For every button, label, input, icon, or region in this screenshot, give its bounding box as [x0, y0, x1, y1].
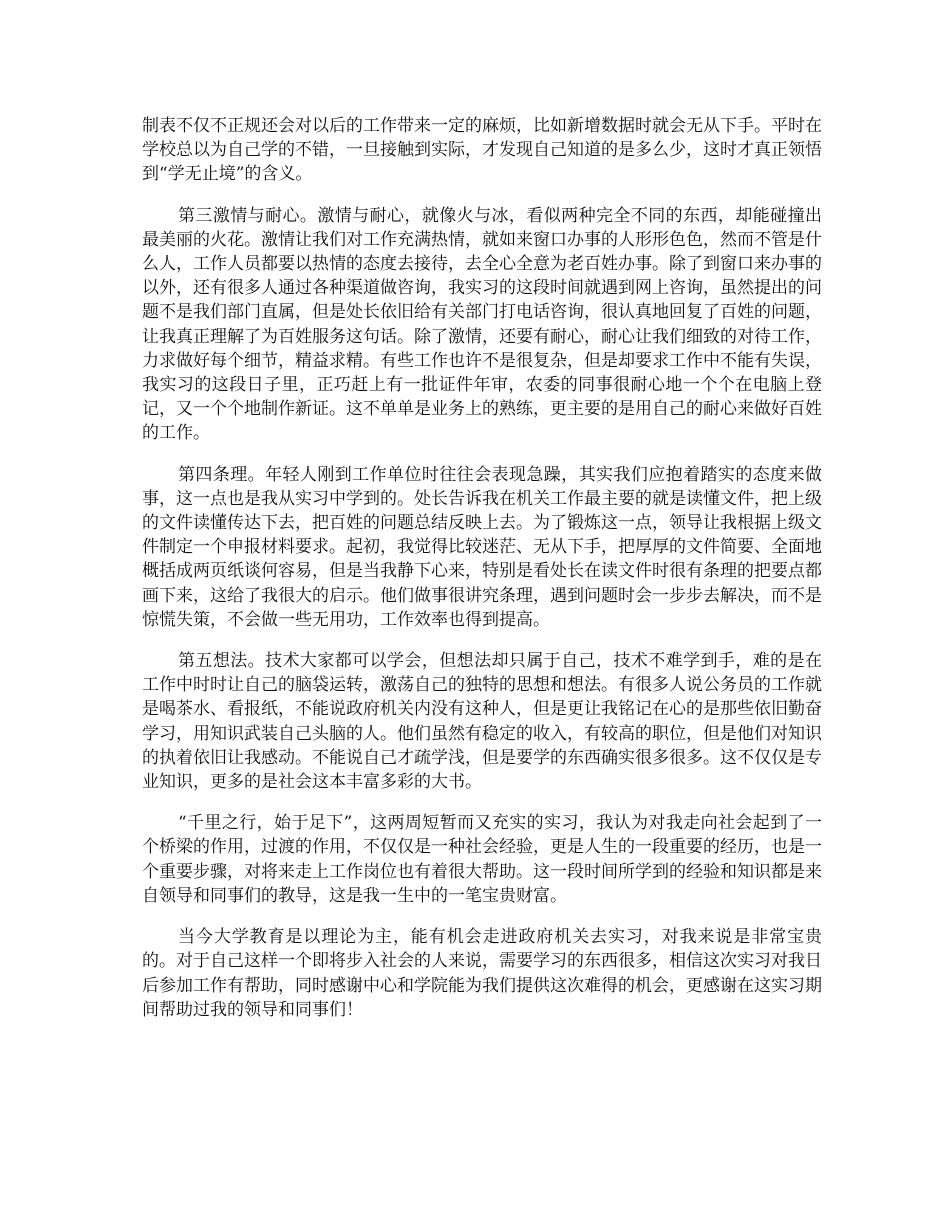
document-body [142, 114, 822, 1039]
paragraph-ideas: 第五想法。技术大家都可以学会，但想法却只属于自己，技术不难学到手，难的是在工作中时时让自己的脑袋运转，激荡自己的独特的思想和想法。有很多人说公务员的工作就是喝茶水、看报纸，不能说政府机关内没有这种人，但是更让我铭记在心的是那些依旧勤奋学习，用知识武装自己头脑的人。他们虽然有稳定的收入，有较高的职位，但是他们对知识的执着依旧让我感动。不能说自己才疏学浅，但是要学的东西确实很多很多。这不仅仅是专业知识，更多的是社会这本丰富多彩的大书。 [142, 651, 822, 793]
paragraph-order: 第四条理。年轻人刚到工作单位时往往会表现急躁，其实我们应抱着踏实的态度来做事，这一点也是我从实习中学到的。处长告诉我在机关工作最主要的就是读懂文件，把上级的文件读懂传达下去，把百姓的问题总结反映上去。为了锻炼这一点，领导让我根据上级文件制定一个申报材料要求。起初，我觉得比较迷茫、无从下手，把厚厚的文件简要、全面地概括成两页纸谈何容易，但是当我静下心来，特别是看处长在读文件时很有条理的把要点都画下来，这给了我很大的启示。他们做事很讲究条理，遇到问题时会一步步去解决，而不是惊慌失策，不会做一些无用功，工作效率也得到提高。 [142, 464, 822, 630]
paragraph-summary: “千里之行，始于足下”，这两周短暂而又充实的实习，我认为对我走向社会起到了一个桥梁的作用，过渡的作用，不仅仅是一种社会经验，更是人生的一段重要的经历，也是一个重要步骤，对将来走上工作岗位也有着很大帮助。这一段时间所学到的经验和知识都是来自领导和同事们的教导，这是我一生中的一笔宝贵财富。 [142, 813, 822, 906]
paragraph-thanks: 当今大学教育是以理论为主，能有机会走进政府机关去实习，对我来说是非常宝贵的。对于自己这样一个即将步入社会的人来说，需要学习的东西很多，相信这次实习对我日后参加工作有帮助，同时感谢中心和学院能为我们提供这次难得的机会，更感谢在这实习期间帮助过我的领导和同事们！ [142, 927, 822, 1020]
paragraph-continuation: 制表不仅不正规还会对以后的工作带来一定的麻烦，比如新增数据时就会无从下手。平时在学校总以为自己学的不错，一旦接触到实际，才发现自己知道的是多么少，这时才真正领悟到“学无止境”的含义。 [142, 116, 822, 185]
paragraph-passion-patience: 第三激情与耐心。激情与耐心，就像火与冰，看似两种完全不同的东西，却能碰撞出最美丽的火花。激情让我们对工作充满热情，就如来窗口办事的人形形色色，然而不管是什么人，工作人员都要以热情的态度去接待，去全心全意为老百姓办事。除了到窗口来办事的以外，还有很多人通过各种渠道做咨询，我实习的这段时间就遇到网上咨询，虽然提出的问题不是我们部门直属，但是处长依旧给有关部门打电话咨询，很认真地回复了百姓的问题，让我真正理解了为百姓服务这句话。除了激情，还要有耐心，耐心让我们细致的对待工作，力求做好每个细节，精益求精。有些工作也许不是很复杂，但是却要求工作中不能有失误，我实习的这段日子里，正巧赶上有一批证件年审，农委的同事很耐心地一个个在电脑上登记，又一个个地制作新证。这不单单是业务上的熟练，更主要的是用自己的耐心来做好百姓的工作。 [142, 205, 822, 444]
